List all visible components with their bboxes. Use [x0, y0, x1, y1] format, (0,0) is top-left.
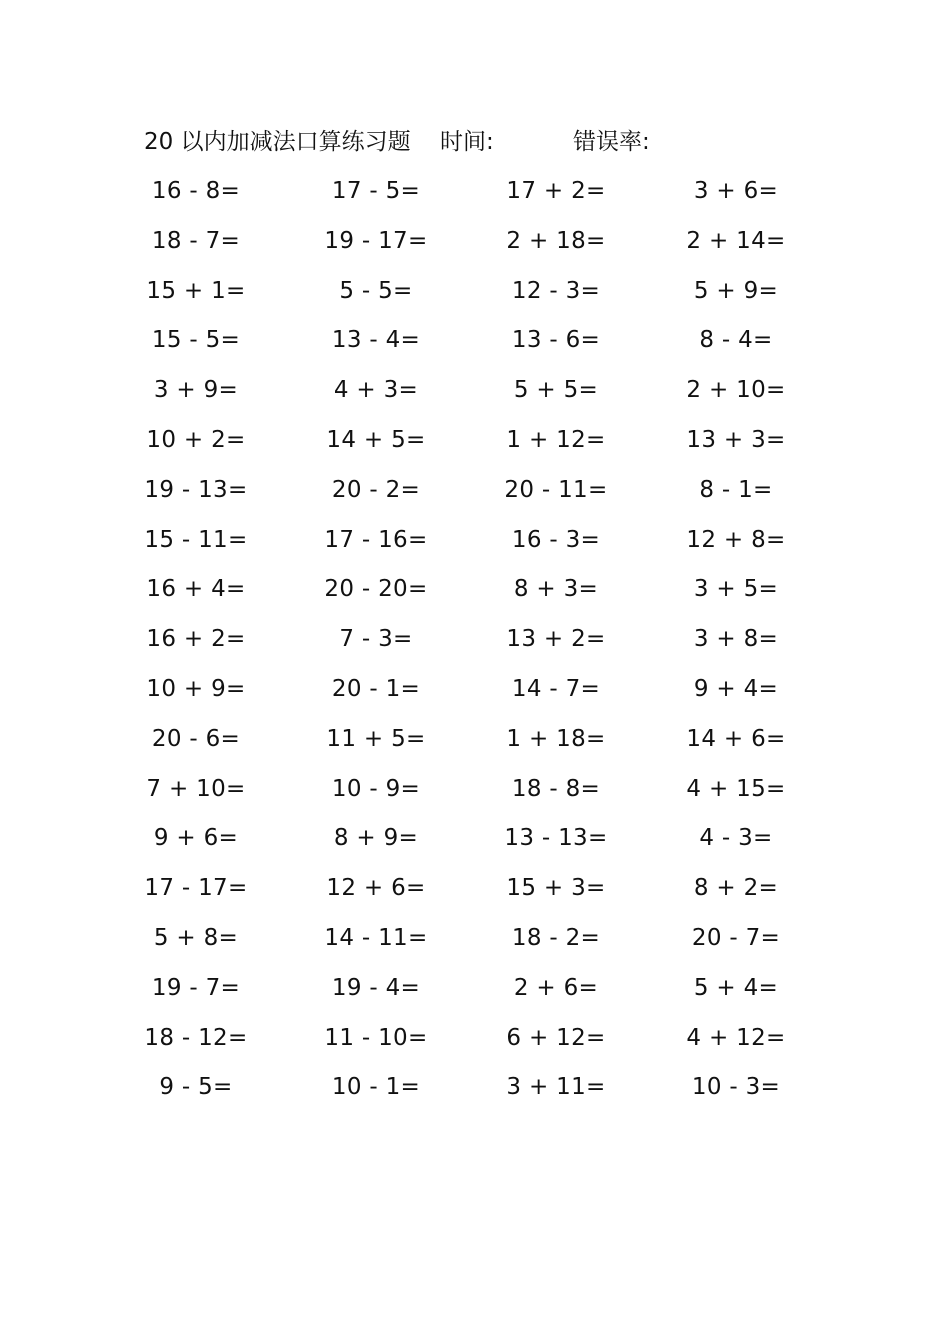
problem-r2-c1: 18 - 7=: [151, 227, 241, 254]
problem-r6-c3: 1 + 12=: [506, 427, 606, 453]
worksheet-title: 20 以内加减法口算练习题: [144, 129, 411, 155]
problem-r8-c2: 17 - 16=: [324, 526, 428, 553]
problem-r14-c1: 9 + 6=: [153, 825, 239, 852]
problem-r4-c2: 13 - 4=: [331, 327, 421, 354]
problem-r15-c1: 17 - 17=: [144, 875, 248, 902]
problem-r14-c4: 4 - 3=: [699, 825, 773, 852]
problem-r7-c3: 20 - 11=: [504, 476, 608, 503]
problem-r3-c2: 5 - 5=: [339, 277, 413, 304]
problem-r9-c1: 16 + 4=: [146, 576, 246, 603]
problem-r10-c1: 16 + 2=: [146, 626, 246, 653]
problem-r12-c2: 11 + 5=: [326, 725, 426, 752]
problem-r6-c1: 10 + 2=: [146, 427, 246, 453]
problem-r5-c3: 5 + 5=: [513, 377, 599, 404]
problem-r3-c1: 15 + 1=: [146, 277, 246, 304]
problem-r8-c1: 15 - 11=: [144, 526, 248, 553]
problem-r10-c3: 13 + 2=: [506, 626, 606, 653]
problem-r2-c4: 2 + 14=: [686, 227, 786, 254]
problem-r11-c3: 14 - 7=: [511, 676, 601, 702]
problem-r11-c4: 9 + 4=: [693, 676, 779, 702]
problem-r19-c1: 9 - 5=: [159, 1074, 233, 1101]
problem-r11-c1: 10 + 9=: [146, 676, 246, 702]
problem-r17-c2: 19 - 4=: [331, 974, 421, 1001]
problem-r15-c2: 12 + 6=: [326, 875, 426, 902]
error-rate-label: 错误率:: [573, 129, 650, 155]
problem-r9-c4: 3 + 5=: [693, 576, 779, 603]
problem-r5-c4: 2 + 10=: [686, 377, 786, 404]
problem-r15-c3: 15 + 3=: [506, 875, 606, 902]
problem-r19-c4: 10 - 3=: [691, 1074, 781, 1101]
problem-r16-c1: 5 + 8=: [153, 925, 239, 951]
problem-r2-c3: 2 + 18=: [506, 227, 606, 254]
problem-r7-c4: 8 - 1=: [699, 476, 773, 503]
problem-r6-c4: 13 + 3=: [686, 427, 786, 453]
problem-r10-c4: 3 + 8=: [693, 626, 779, 653]
problem-r16-c3: 18 - 2=: [511, 925, 601, 951]
problem-r5-c2: 4 + 3=: [333, 377, 419, 404]
problem-r3-c3: 12 - 3=: [511, 277, 601, 304]
problem-r7-c2: 20 - 2=: [331, 476, 421, 503]
problem-r10-c2: 7 - 3=: [339, 626, 413, 653]
problem-r19-c3: 3 + 11=: [506, 1074, 606, 1101]
problem-r6-c2: 14 + 5=: [326, 427, 426, 453]
problem-r11-c2: 20 - 1=: [331, 676, 421, 702]
problem-r4-c4: 8 - 4=: [699, 327, 773, 354]
problem-r1-c2: 17 - 5=: [331, 178, 421, 204]
problem-r13-c4: 4 + 15=: [686, 775, 786, 802]
problem-r13-c1: 7 + 10=: [146, 775, 246, 802]
time-label: 时间:: [440, 129, 494, 155]
problem-r8-c3: 16 - 3=: [511, 526, 601, 553]
problem-r17-c3: 2 + 6=: [513, 974, 599, 1001]
problem-r18-c2: 11 - 10=: [324, 1024, 428, 1051]
problem-r4-c3: 13 - 6=: [511, 327, 601, 354]
problem-r16-c4: 20 - 7=: [691, 925, 781, 951]
problem-r1-c4: 3 + 6=: [693, 178, 779, 204]
problem-r18-c1: 18 - 12=: [144, 1024, 248, 1051]
problem-r3-c4: 5 + 9=: [693, 277, 779, 304]
problem-r12-c4: 14 + 6=: [686, 725, 786, 752]
problem-r14-c2: 8 + 9=: [333, 825, 419, 852]
problem-r18-c4: 4 + 12=: [686, 1024, 786, 1051]
problem-r5-c1: 3 + 9=: [153, 377, 239, 404]
problem-r9-c2: 20 - 20=: [324, 576, 428, 603]
problem-r9-c3: 8 + 3=: [513, 576, 599, 603]
problem-r7-c1: 19 - 13=: [144, 476, 248, 503]
problem-r1-c3: 17 + 2=: [506, 178, 606, 204]
problem-r13-c3: 18 - 8=: [511, 775, 601, 802]
problem-r2-c2: 19 - 17=: [324, 227, 428, 254]
problem-r8-c4: 12 + 8=: [686, 526, 786, 553]
problem-r1-c1: 16 - 8=: [151, 178, 241, 204]
problem-r13-c2: 10 - 9=: [331, 775, 421, 802]
problem-r19-c2: 10 - 1=: [331, 1074, 421, 1101]
problem-r14-c3: 13 - 13=: [504, 825, 608, 852]
problem-r12-c1: 20 - 6=: [151, 725, 241, 752]
problem-r12-c3: 1 + 18=: [506, 725, 606, 752]
problem-r17-c1: 19 - 7=: [151, 974, 241, 1001]
problem-r4-c1: 15 - 5=: [151, 327, 241, 354]
problem-r15-c4: 8 + 2=: [693, 875, 779, 902]
problem-r17-c4: 5 + 4=: [693, 974, 779, 1001]
problem-r18-c3: 6 + 12=: [506, 1024, 606, 1051]
problem-r16-c2: 14 - 11=: [324, 925, 428, 951]
